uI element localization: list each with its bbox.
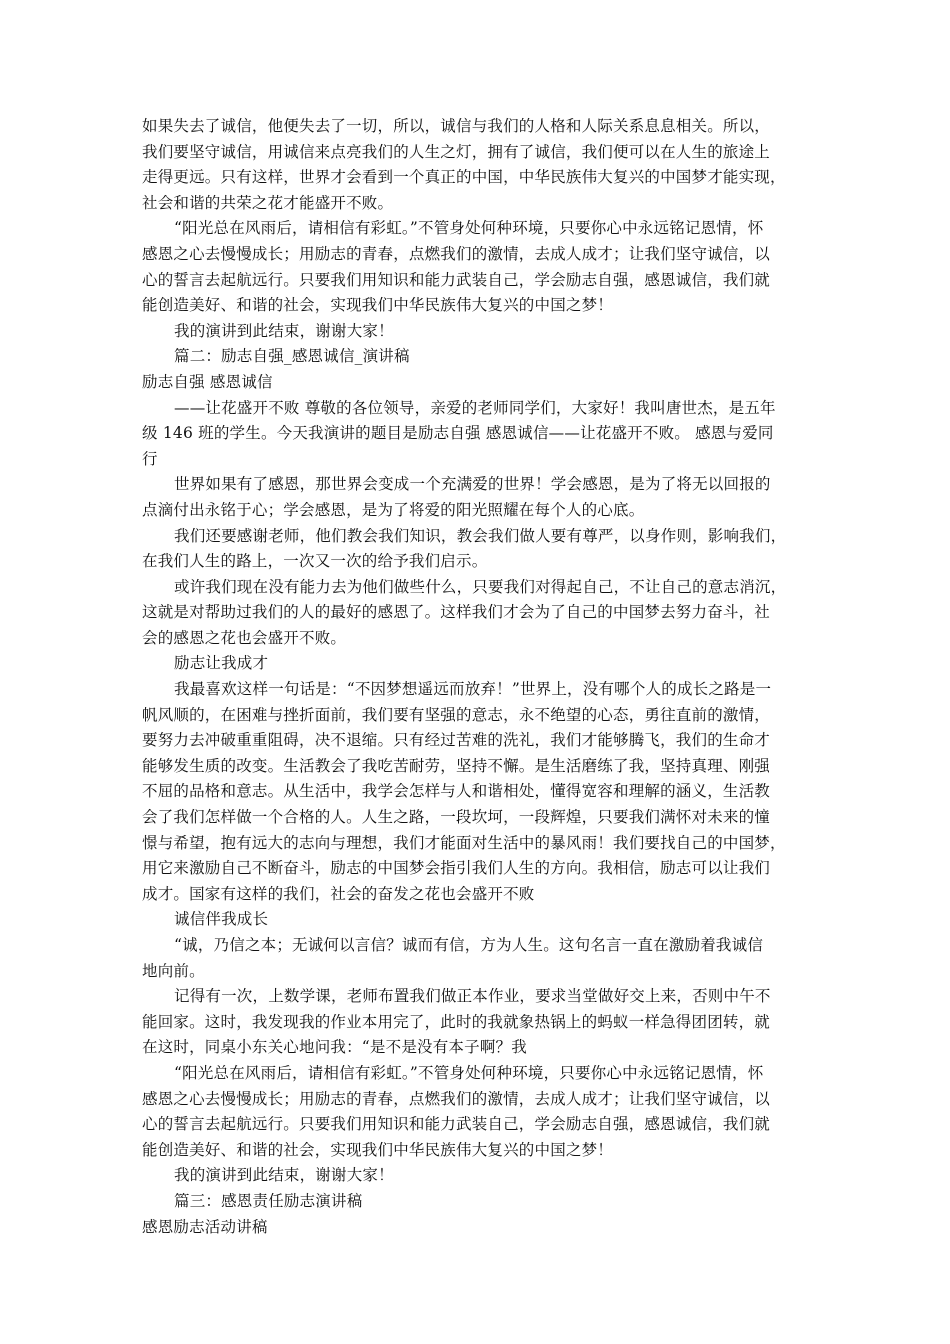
text-line: 心的誓言去起航远行。只要我们用知识和能力武装自己，学会励志自强，感恩诚信，我们就 — [142, 270, 771, 289]
text-line: 或许我们现在没有能力去为他们做些什么，只要我们对得起自己，不让自己的意志消沉， — [174, 577, 787, 596]
text-line: “诚，乃信之本；无诚何以言信？诚而有信，方为人生。这句名言一直在激励着我诚信 — [174, 936, 764, 954]
text-line: 如果失去了诚信，他便失去了一切，所以，诚信与我们的人格和人际关系息息相关。所以， — [142, 117, 771, 135]
text-line: 能创造美好、和谐的社会，实现我们中华民族伟大复兴的中国之梦！ — [142, 1140, 614, 1159]
text-line: 世界如果有了感恩，那世界会变成一个充满爱的世界！学会感恩，是为了将无以回报的 — [174, 475, 771, 494]
text-line: 我的演讲到此结束，谢谢大家！ — [174, 321, 394, 340]
text-line: “阳光总在风雨后，请相信有彩虹。”不管身处何种环境，只要你心中永远铭记恩情，怀 — [174, 1063, 764, 1082]
text-line: 在这时，同桌小东关心地问我：“是不是没有本子啊？我 — [142, 1038, 527, 1057]
text-line: ——让花盛开不败 尊敬的各位领导，亲爱的老师同学们，大家好！我叫唐世杰，是五年 — [174, 398, 776, 417]
text-line: 要努力去冲破重重阻碍，决不退缩。只有经过苦难的洗礼，我们才能够腾飞，我们的生命才 — [142, 731, 771, 750]
text-line: 能够发生质的改变。生活教会了我吃苦耐劳，坚持不懈。是生活磨练了我，坚持真理、刚强 — [142, 756, 771, 775]
text-line: 用它来激励自己不断奋斗，励志的中国梦会指引我们人生的方向。我相信，励志可以让我们 — [142, 859, 771, 878]
text-line: 感恩励志活动讲稿 — [142, 1217, 268, 1236]
text-line: 成才。国家有这样的我们，社会的奋发之花也会盛开不败 — [142, 884, 535, 903]
text-line: 不屈的品格和意志。从生活中，我学会怎样与人和谐相处，懂得宽容和理解的涵义，生活教 — [142, 782, 771, 801]
text-line: 我的演讲到此结束，谢谢大家！ — [174, 1166, 394, 1185]
text-line: 会的感恩之花也会盛开不败。 — [142, 628, 347, 647]
text-line: 记得有一次，上数学课，老师布置我们做正本作业，要求当堂做好交上来，否则中午不 — [174, 987, 771, 1006]
text-line: 走得更远。只有这样，世界才会看到一个真正的中国，中华民族伟大复兴的中国梦才能实现， — [142, 168, 786, 187]
text-line: 篇二：励志自强_感恩诚信_演讲稿 — [174, 347, 410, 366]
text-line: 地向前。 — [142, 961, 205, 980]
text-line: 憬与希望，抱有远大的志向与理想，我们才能面对生活中的暴风雨！我们要找自己的中国梦， — [142, 833, 786, 852]
text-line: 感恩之心去慢慢成长；用励志的青春，点燃我们的激情，去成人成才；让我们坚守诚信，以 — [142, 244, 771, 263]
text-line: 能回家。这时，我发现我的作业本用完了，此时的我就象热锅上的蚂蚁一样急得团团转，就 — [142, 1012, 771, 1031]
text-line: 能创造美好、和谐的社会，实现我们中华民族伟大复兴的中国之梦！ — [142, 296, 614, 315]
text-line: 行 — [142, 449, 158, 468]
text-line: 篇三：感恩责任励志演讲稿 — [174, 1191, 363, 1210]
text-line: 在我们人生的路上，一次又一次的给予我们启示。 — [142, 552, 488, 571]
text-line: 级 146 班的学生。今天我演讲的题目是励志自强 感恩诚信——让花盛开不败。 感恩与爱同 — [142, 424, 774, 443]
document-body — [142, 114, 814, 1240]
text-line: 我们要坚守诚信，用诚信来点亮我们的人生之灯，拥有了诚信，我们便可以在人生的旅途上 — [142, 142, 771, 161]
text-line: 我们还要感谢老师，他们教会我们知识，教会我们做人要有尊严，以身作则，影响我们， — [174, 526, 787, 545]
text-line: 我最喜欢这样一句话是：“不因梦想遥远而放弃！”世界上，没有哪个人的成长之路是一 — [174, 680, 772, 699]
text-line: 这就是对帮助过我们的人的最好的感恩了。这样我们才会为了自己的中国梦去努力奋斗，社 — [142, 603, 771, 622]
text-line: 社会和谐的共荣之花才能盛开不败。 — [142, 193, 394, 212]
text-line: 诚信伴我成长 — [174, 910, 269, 929]
text-line: 会了我们怎样做一个合格的人。人生之路，一段坎坷，一段辉煌，只要我们满怀对未来的憧 — [142, 808, 771, 827]
text-line: 心的誓言去起航远行。只要我们用知识和能力武装自己，学会励志自强，感恩诚信，我们就 — [142, 1115, 771, 1134]
text-line: 点滴付出永铭于心；学会感恩，是为了将爱的阳光照耀在每个人的心底。 — [142, 500, 645, 519]
text-line: 感恩之心去慢慢成长；用励志的青春，点燃我们的激情，去成人成才；让我们坚守诚信，以 — [142, 1089, 771, 1108]
text-line: 帆风顺的，在困难与挫折面前，我们要有坚强的意志，永不绝望的心态，勇往直前的激情， — [142, 705, 771, 724]
text-line: 励志让我成才 — [174, 654, 269, 673]
text-line: “阳光总在风雨后，请相信有彩虹。”不管身处何种环境，只要你心中永远铭记恩情，怀 — [174, 219, 764, 238]
text-line: 励志自强 感恩诚信 — [142, 372, 273, 391]
